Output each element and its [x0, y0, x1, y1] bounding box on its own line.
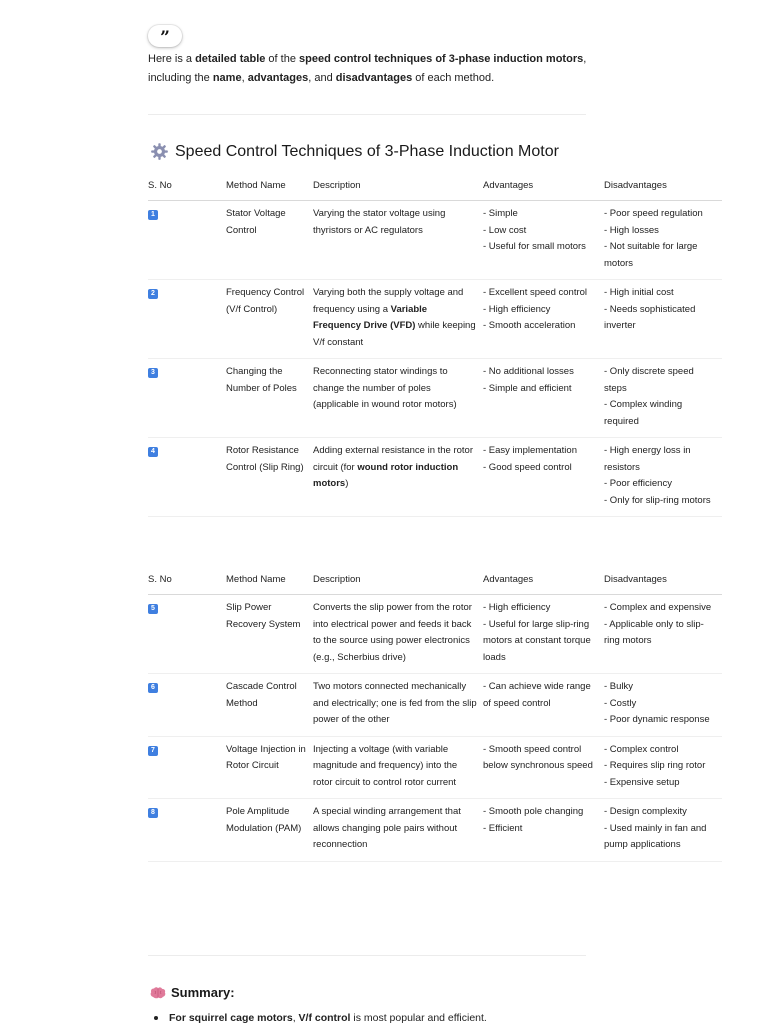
method-advantages: - Simple - Low cost - Useful for small motors — [483, 201, 604, 280]
method-advantages: - Can achieve wide range of speed control — [483, 674, 604, 737]
column-header-method: Method Name — [226, 178, 313, 201]
section-divider — [148, 955, 586, 956]
intro-text: , and — [308, 72, 336, 84]
method-description: Converts the slip power from the rotor into electrical power and feeds it back to the source using power electronics (e.g., Scherbius drive) — [313, 595, 483, 674]
section-heading-text: Speed Control Techniques of 3-Phase Induction Motor — [175, 142, 559, 160]
section-heading — [150, 142, 559, 161]
method-name: Voltage Injection in Rotor Circuit — [226, 736, 313, 799]
table-row — [148, 359, 722, 438]
method-disadvantages: - High energy loss in resistors - Poor efficiency - Only for slip-ring motors — [604, 438, 722, 517]
number-badge-icon: 3 — [148, 368, 158, 378]
number-badge-icon: 4 — [148, 447, 158, 457]
intro-text: , — [583, 53, 587, 65]
method-name: Cascade Control Method — [226, 674, 313, 737]
method-disadvantages: - Only discrete speed steps - Complex winding required — [604, 359, 722, 438]
method-description: Reconnecting stator windings to change the number of poles (applicable in wound rotor motors) — [313, 359, 483, 438]
table-header-row — [148, 178, 722, 201]
intro-text: Here is a — [148, 53, 196, 65]
summary-list-item — [154, 1012, 574, 1024]
number-badge-icon: 5 — [148, 604, 158, 614]
method-name: Slip Power Recovery System — [226, 595, 313, 674]
column-header-advantages: Advantages — [483, 178, 604, 201]
number-badge-icon: 1 — [148, 210, 158, 220]
method-description — [313, 438, 483, 517]
column-header-description: Description — [313, 572, 483, 595]
intro-text: , — [241, 72, 248, 84]
table-header-row — [148, 572, 722, 595]
table-row — [148, 736, 722, 799]
table-row — [148, 201, 722, 280]
intro-bold: name — [212, 72, 242, 84]
column-header-disadvantages: Disadvantages — [604, 572, 722, 595]
summary-bold: V/f control — [298, 1012, 351, 1024]
number-badge-icon: 6 — [148, 683, 158, 693]
techniques-table-1 — [148, 178, 722, 517]
techniques-table-2 — [148, 572, 722, 862]
summary-text: , — [292, 1012, 299, 1024]
method-advantages: - Excellent speed control - High efficiency - Smooth acceleration — [483, 280, 604, 359]
number-badge-icon: 2 — [148, 289, 158, 299]
method-advantages: - Smooth speed control below synchronous speed — [483, 736, 604, 799]
quote-button[interactable] — [148, 25, 182, 47]
intro-bold: speed control techniques of 3-phase induction motors — [299, 53, 584, 65]
table-row — [148, 280, 722, 359]
method-advantages: - Smooth pole changing - Efficient — [483, 799, 604, 862]
description-text: while keeping V/f constant — [313, 320, 476, 348]
description-bold: Variable Frequency Drive (VFD) — [313, 303, 428, 331]
summary-bold: For squirrel cage motors — [169, 1012, 293, 1024]
intro-text: of each method. — [412, 72, 495, 84]
column-header-method: Method Name — [226, 572, 313, 595]
method-name: Rotor Resistance Control (Slip Ring) — [226, 438, 313, 517]
method-description: Two motors connected mechanically and electrically; one is fed from the slip power of the other — [313, 674, 483, 737]
number-badge-icon: 8 — [148, 808, 158, 818]
method-description — [313, 280, 483, 359]
intro-text: including the — [148, 72, 213, 84]
column-header-disadvantages: Disadvantages — [604, 178, 722, 201]
bullet-icon — [154, 1016, 158, 1020]
table-row — [148, 438, 722, 517]
method-description: Varying the stator voltage using thyristors or AC regulators — [313, 201, 483, 280]
method-disadvantages: - High initial cost - Needs sophisticated inverter — [604, 280, 722, 359]
method-advantages: - No additional losses - Simple and efficient — [483, 359, 604, 438]
intro-bold: advantages — [247, 72, 309, 84]
description-bold: wound rotor induction motors — [313, 461, 459, 489]
gear-icon — [150, 142, 169, 161]
method-name: Changing the Number of Poles — [226, 359, 313, 438]
intro-text: of the — [265, 53, 300, 65]
number-badge-icon: 7 — [148, 746, 158, 756]
summary-text: is most popular and efficient. — [350, 1012, 487, 1024]
column-header-description: Description — [313, 178, 483, 201]
quote-icon: ” — [160, 28, 170, 48]
table-row — [148, 595, 722, 674]
method-advantages: - Easy implementation - Good speed control — [483, 438, 604, 517]
method-name: Stator Voltage Control — [226, 201, 313, 280]
brain-icon — [150, 986, 166, 1000]
method-disadvantages: - Bulky - Costly - Poor dynamic response — [604, 674, 722, 737]
method-description: Injecting a voltage (with variable magnitude and frequency) into the rotor circuit to control rotor current — [313, 736, 483, 799]
summary-heading — [150, 985, 235, 1000]
column-header-sno: S. No — [148, 572, 226, 595]
method-name: Pole Amplitude Modulation (PAM) — [226, 799, 313, 862]
method-description: A special winding arrangement that allows changing pole pairs without reconnection — [313, 799, 483, 862]
method-disadvantages: - Complex control - Requires slip ring rotor - Expensive setup — [604, 736, 722, 799]
description-text: Adding external resistance in the rotor circuit (for — [313, 445, 474, 473]
column-header-advantages: Advantages — [483, 572, 604, 595]
summary-heading-text: Summary: — [171, 985, 235, 1000]
description-text: ) — [345, 478, 349, 489]
table-row — [148, 799, 722, 862]
method-name: Frequency Control (V/f Control) — [226, 280, 313, 359]
method-advantages: - High efficiency - Useful for large slip-ring motors at constant torque loads — [483, 595, 604, 674]
intro-bold: detailed table — [195, 53, 266, 65]
table-row — [148, 674, 722, 737]
column-header-sno: S. No — [148, 178, 226, 201]
method-disadvantages: - Poor speed regulation - High losses - Not suitable for large motors — [604, 201, 722, 280]
intro-paragraph — [148, 50, 588, 88]
section-divider — [148, 114, 586, 115]
description-text: Varying both the supply voltage and frequency using a — [313, 287, 464, 315]
method-disadvantages: - Design complexity - Used mainly in fan and pump applications — [604, 799, 722, 862]
method-disadvantages: - Complex and expensive - Applicable only to slip-ring motors — [604, 595, 722, 674]
intro-bold: disadvantages — [335, 72, 413, 84]
